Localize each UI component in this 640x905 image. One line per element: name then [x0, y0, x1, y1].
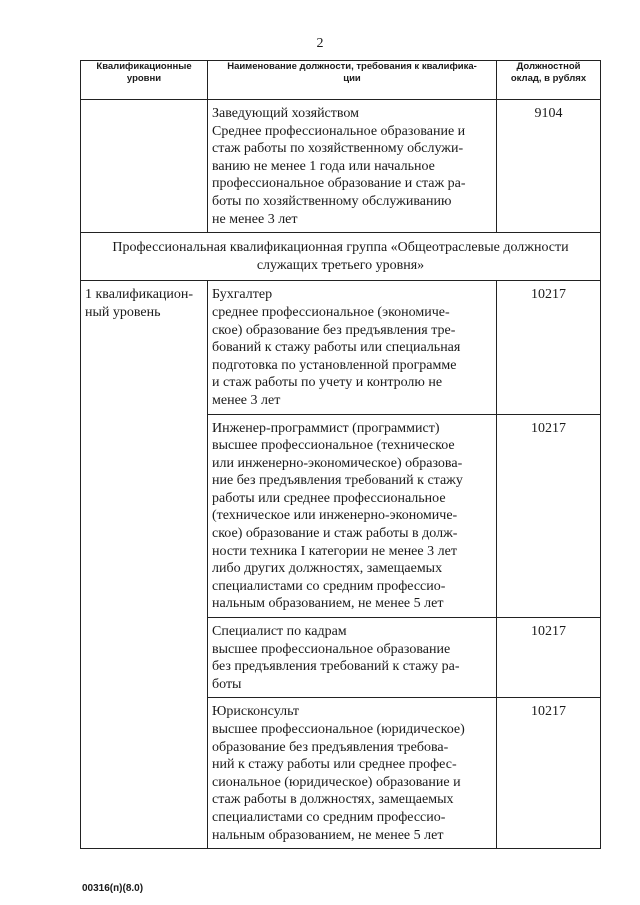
header-line: Квалификационные — [96, 61, 192, 72]
requirement-line: стаж работы по хозяйственному обслужи- — [212, 141, 464, 157]
requirement-line: ний к стажу работы или среднее профес- — [212, 757, 457, 773]
salary-table — [80, 60, 601, 849]
requirement-line: ское) образование без предъявления тре- — [212, 322, 456, 338]
salary-cell — [497, 281, 601, 414]
requirement-line: специалистами со средним профессио- — [212, 809, 446, 825]
requirement-line: работы или среднее профессиональное — [212, 490, 446, 506]
requirement-line: нальным образованием, не менее 5 лет — [212, 827, 444, 843]
salary-cell — [497, 618, 601, 698]
salary-value: 10217 — [531, 420, 566, 436]
position-title: Заведующий хозяйством — [212, 106, 359, 121]
level-label-line: ный уровень — [85, 304, 161, 320]
requirement-line: подготовка по установленной программе — [212, 357, 457, 373]
group-title-line: служащих третьего уровня» — [256, 257, 425, 273]
level-cell-empty — [81, 100, 208, 233]
requirement-line: (техническое или инженерно-экономиче- — [212, 508, 458, 524]
requirement-line: менее 3 лет — [212, 392, 281, 408]
position-title: Бухгалтер — [212, 287, 273, 303]
level-label-line: 1 квалификацион- — [85, 287, 194, 303]
group-row — [81, 233, 601, 281]
salary-cell — [497, 698, 601, 849]
header-line: уровни — [126, 73, 162, 84]
requirement-line: Среднее профессиональное образование и — [212, 123, 466, 139]
requirement-line: стаж работы в должностях, замещаемых — [212, 792, 454, 808]
requirement-line: без предъявления требований к стажу ра- — [212, 659, 460, 675]
requirement-line: ванию не менее 1 года или начальное — [212, 158, 435, 174]
requirement-line: боты — [212, 676, 242, 692]
header-line: оклад, в рублях — [510, 73, 587, 84]
salary-value: 10217 — [531, 624, 566, 640]
requirement-line: профессиональное образование и стаж ра- — [212, 176, 466, 192]
position-cell — [208, 698, 497, 849]
requirement-line: высшее профессиональное (юридическое) — [212, 722, 465, 737]
position-cell — [208, 414, 497, 618]
position-title: Инженер-программист (программист) — [212, 420, 440, 436]
requirement-line: специалистами со средним профессио- — [212, 578, 446, 594]
requirement-line: либо других должностях, замещаемых — [212, 561, 443, 577]
requirement-line: высшее профессиональное образование — [212, 641, 451, 657]
group-title-line: Профессиональная квалификационная группа «Общеотраслевые должности — [112, 240, 569, 256]
table-row-head-of-household — [81, 100, 601, 233]
position-cell — [208, 281, 497, 414]
requirement-line: ское) образование и стаж работы в долж- — [212, 526, 458, 542]
requirement-line: и стаж работы по учету и контролю не — [212, 375, 443, 391]
header-line: Наименование должности, требования к квалифика- — [227, 61, 477, 72]
table-row-accountant — [81, 281, 601, 414]
position-title: Юрисконсульт — [212, 704, 300, 720]
table-header-row — [81, 61, 601, 100]
header-salary — [497, 61, 601, 100]
requirement-line: ности техника I категории не менее 3 лет — [212, 543, 457, 559]
requirement-line: ние без предъявления требований к стажу — [212, 473, 463, 489]
requirement-line: нальным образованием, не менее 5 лет — [212, 596, 444, 612]
header-line: Должностной — [516, 61, 581, 72]
requirement-line: бований к стажу работы или специальная — [212, 340, 461, 356]
salary-cell — [497, 414, 601, 618]
requirement-line: или инженерно-экономическое) образова- — [212, 455, 463, 471]
requirement-line: не менее 3 лет — [212, 211, 298, 227]
header-qualification-levels — [81, 61, 208, 100]
form-code: 00316(п)(8.0) — [82, 883, 144, 894]
position-title: Специалист по кадрам — [212, 624, 347, 640]
header-line: ции — [343, 73, 361, 84]
requirement-line: среднее профессиональное (экономиче- — [212, 304, 450, 320]
header-position-requirements — [208, 61, 497, 100]
position-cell — [208, 100, 497, 233]
group-title — [81, 233, 601, 281]
salary-cell — [497, 100, 601, 233]
level-cell — [81, 281, 208, 849]
salary-value: 10217 — [531, 704, 566, 720]
page-number: 2 — [316, 36, 324, 51]
requirement-line: высшее профессиональное (техническое — [212, 438, 455, 454]
requirement-line: образование без предъявления требова- — [212, 739, 449, 755]
requirement-line: боты по хозяйственному обслуживанию — [212, 193, 452, 209]
salary-value: 9104 — [534, 106, 563, 121]
salary-value: 10217 — [531, 287, 566, 303]
requirement-line: сиональное (юридическое) образование и — [212, 774, 461, 790]
position-cell — [208, 618, 497, 698]
